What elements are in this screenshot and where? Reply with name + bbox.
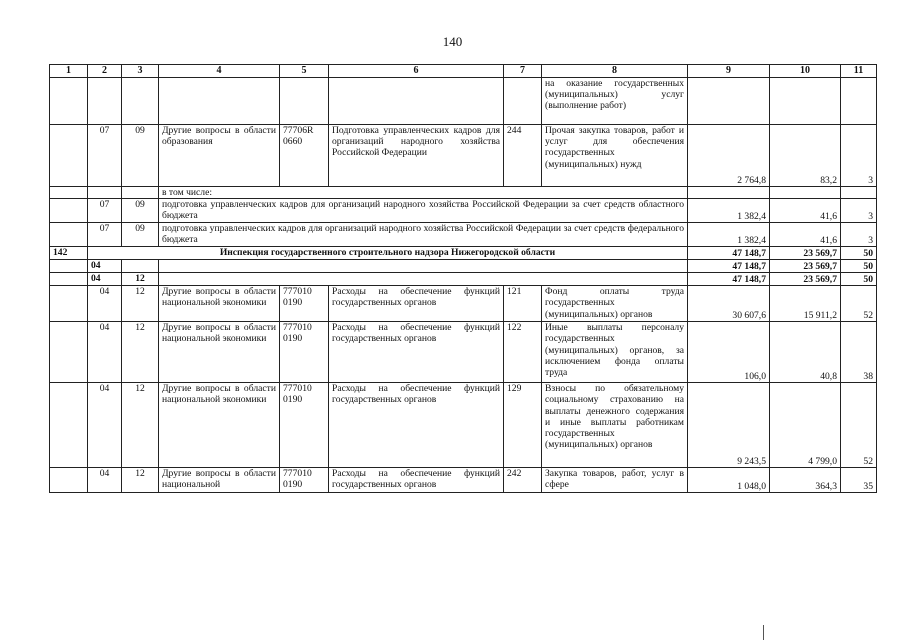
table-cell: 364,3 [770, 468, 841, 493]
table-row [50, 260, 877, 273]
header-cell: 6 [329, 65, 504, 78]
table-cell: 09 [122, 125, 159, 187]
table-cell [688, 78, 770, 125]
table-cell: 50 [841, 260, 877, 273]
table-cell: 52 [841, 286, 877, 322]
table-cell: 12 [122, 468, 159, 493]
table-cell: Расходы на обеспечение функций государственных органов [329, 468, 504, 493]
table-cell: 30 607,6 [688, 286, 770, 322]
table-cell: 41,6 [770, 199, 841, 223]
table-cell: подготовка управленческих кадров для организаций народного хозяйства Российской Федерации за счет средств федерального бюджета [159, 223, 688, 247]
table-cell [50, 260, 88, 273]
table-row [50, 468, 877, 493]
table-cell [841, 78, 877, 125]
table-row [50, 383, 877, 468]
table-cell: 41,6 [770, 223, 841, 247]
header-cell: 10 [770, 65, 841, 78]
table-cell [280, 78, 329, 125]
table-cell: 242 [504, 468, 542, 493]
table-cell [688, 187, 770, 199]
table-cell: Расходы на обеспечение функций государственных органов [329, 383, 504, 468]
table-cell: 1 382,4 [688, 199, 770, 223]
table-row [50, 247, 877, 260]
table-cell [88, 187, 122, 199]
table-cell: 07 [88, 223, 122, 247]
table-cell: Иные выплаты персоналу государственных (муниципальных) органов, за исключением фонда оплаты труда [542, 322, 688, 383]
table-cell: Расходы на обеспечение функций государственных органов [329, 286, 504, 322]
table-cell: 12 [122, 322, 159, 383]
header-cell: 7 [504, 65, 542, 78]
header-cell: 11 [841, 65, 877, 78]
table-row [50, 322, 877, 383]
header-cell: 1 [50, 65, 88, 78]
table-cell: 83,2 [770, 125, 841, 187]
table-cell: 52 [841, 383, 877, 468]
table-cell [770, 187, 841, 199]
table-cell: Расходы на обеспечение функций государственных органов [329, 322, 504, 383]
table-cell [50, 223, 88, 247]
table-cell [50, 199, 88, 223]
header-row [50, 65, 877, 78]
table-cell: 15 911,2 [770, 286, 841, 322]
table-row [50, 78, 877, 125]
table-cell [50, 468, 88, 493]
table-cell: 2 764,8 [688, 125, 770, 187]
table-cell: 1 382,4 [688, 223, 770, 247]
table-cell [50, 125, 88, 187]
table-cell: Подготовка управленческих кадров для организаций народного хозяйства Российской Федерации [329, 125, 504, 187]
header-cell: 5 [280, 65, 329, 78]
table-cell: 9 243,5 [688, 383, 770, 468]
table-cell [88, 78, 122, 125]
empty-cell [159, 260, 688, 273]
table-cell: 04 [88, 273, 122, 286]
table-cell: Закупка товаров, работ, услуг в сфере [542, 468, 688, 493]
header-cell: 4 [159, 65, 280, 78]
table-row [50, 125, 877, 187]
table-cell: 12 [122, 286, 159, 322]
table-cell [50, 273, 88, 286]
table-cell [159, 78, 280, 125]
table-cell: Фонд оплаты труда государственных (муниципальных) органов [542, 286, 688, 322]
table-cell: 4 799,0 [770, 383, 841, 468]
table-cell: Другие вопросы в области национальной экономики [159, 383, 280, 468]
table-cell [841, 187, 877, 199]
table-cell [50, 286, 88, 322]
table-cell: Взносы по обязательному социальному страхованию на выплаты денежного содержания и иные выплаты работникам государственных (муниципальных) органов [542, 383, 688, 468]
table-cell: 04 [88, 468, 122, 493]
table-cell: 3 [841, 223, 877, 247]
table-cell: 47 148,7 [688, 273, 770, 286]
table-cell: 04 [88, 260, 122, 273]
table-cell: 121 [504, 286, 542, 322]
table-cell [50, 187, 88, 199]
table-cell: в том числе: [159, 187, 688, 199]
table-cell: 04 [88, 383, 122, 468]
table-cell: 04 [88, 286, 122, 322]
table-cell: 244 [504, 125, 542, 187]
table-cell: 77706R 0660 [280, 125, 329, 187]
table-cell [50, 322, 88, 383]
header-cell: 8 [542, 65, 688, 78]
table-cell: подготовка управленческих кадров для организаций народного хозяйства Российской Федерации за счет средств областного бюджета [159, 199, 688, 223]
budget-table [49, 64, 877, 493]
table-cell [50, 383, 88, 468]
table-cell: 38 [841, 322, 877, 383]
table-cell: 106,0 [688, 322, 770, 383]
table-cell: 12 [122, 273, 159, 286]
table-cell: 122 [504, 322, 542, 383]
table-cell [504, 78, 542, 125]
table-cell: Другие вопросы в области национальной экономики [159, 322, 280, 383]
table-cell [329, 78, 504, 125]
table-cell [50, 78, 88, 125]
table-cell: 777010 0190 [280, 383, 329, 468]
table-row [50, 286, 877, 322]
table-row [50, 199, 877, 223]
table-cell: 04 [88, 322, 122, 383]
table-cell: 40,8 [770, 322, 841, 383]
table-cell: 50 [841, 273, 877, 286]
table-cell: 35 [841, 468, 877, 493]
table-row [50, 187, 877, 199]
table-cell: 3 [841, 125, 877, 187]
table-cell: 47 148,7 [688, 247, 770, 260]
header-cell: 9 [688, 65, 770, 78]
table-row [50, 273, 877, 286]
table-cell: на оказание государственных (муниципальных) услуг (выполнение работ) [542, 78, 688, 125]
table-cell [122, 78, 159, 125]
table-cell [122, 187, 159, 199]
table-cell [770, 78, 841, 125]
table-cell: Другие вопросы в области национальной [159, 468, 280, 493]
table-cell: 12 [122, 383, 159, 468]
table-cell: Инспекция государственного строительного надзора Нижегородской области [88, 247, 688, 260]
table-cell: 07 [88, 199, 122, 223]
table-cell: 23 569,7 [770, 260, 841, 273]
table-cell: 09 [122, 199, 159, 223]
header-cell: 3 [122, 65, 159, 78]
table-cell: 3 [841, 199, 877, 223]
table-cell: Другие вопросы в области национальной экономики [159, 286, 280, 322]
table-cell: 129 [504, 383, 542, 468]
table-cell: 07 [88, 125, 122, 187]
table-cell: 50 [841, 247, 877, 260]
table-cell: 1 048,0 [688, 468, 770, 493]
table-cell: 09 [122, 223, 159, 247]
empty-cell [159, 273, 688, 286]
table-cell: 47 148,7 [688, 260, 770, 273]
table-cell: 23 569,7 [770, 273, 841, 286]
table-cell [122, 260, 159, 273]
table-cell: 777010 0190 [280, 468, 329, 493]
header-cell: 2 [88, 65, 122, 78]
table-row [50, 223, 877, 247]
table-cell: 23 569,7 [770, 247, 841, 260]
table-cell: 777010 0190 [280, 322, 329, 383]
table-cell: 777010 0190 [280, 286, 329, 322]
table-cell: Прочая закупка товаров, работ и услуг для обеспечения государственных (муниципальных) нужд [542, 125, 688, 187]
table-cell: 142 [50, 247, 88, 260]
page-number: 140 [442, 34, 463, 49]
scan-mark [763, 625, 764, 640]
table-cell: Другие вопросы в области образования [159, 125, 280, 187]
